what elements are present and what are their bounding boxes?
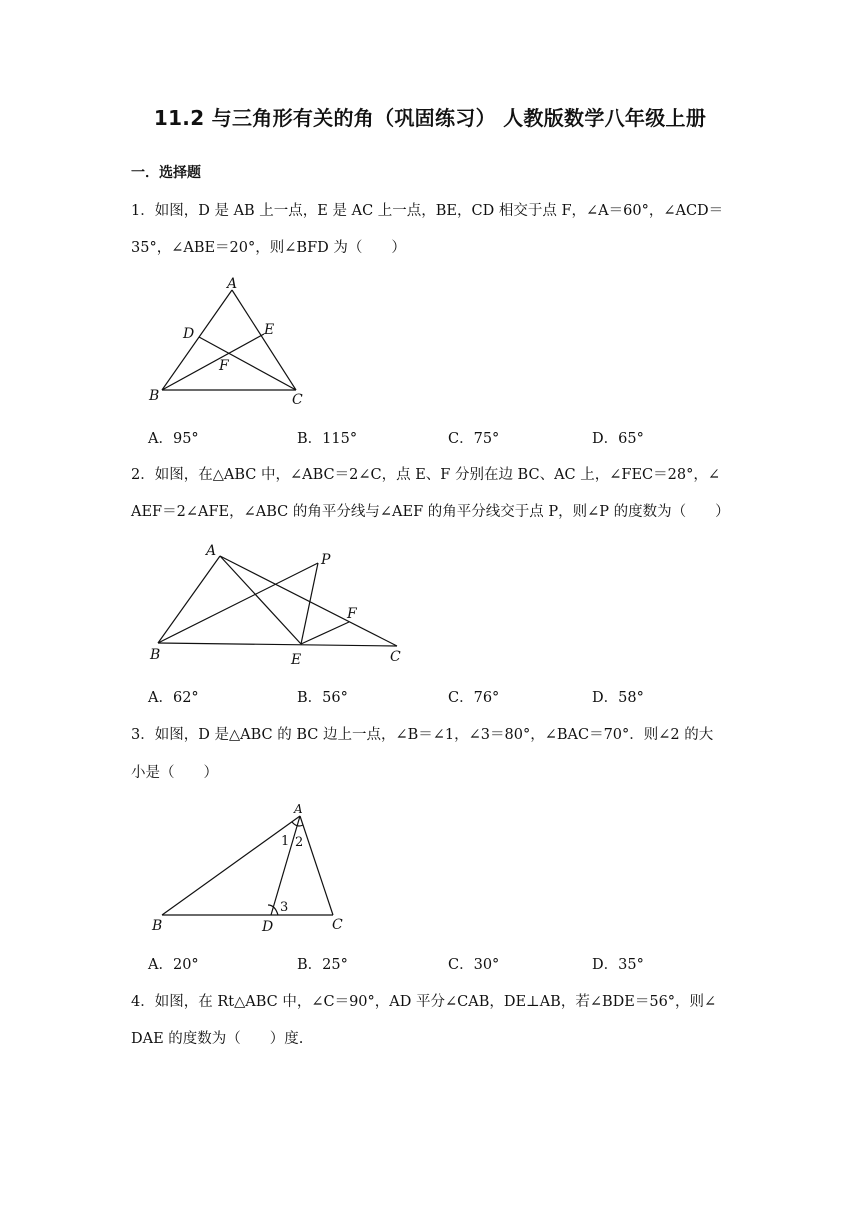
question-2-figure — [140, 536, 420, 671]
q1-option-a[interactable]: A．95° — [148, 431, 199, 447]
segment-AC — [232, 290, 296, 390]
segment-PE — [301, 563, 318, 644]
segment-CD — [199, 337, 296, 390]
question-2-line-1: 2．如图，在△ABC 中，∠ABC＝2∠C，点 E、F 分别在边 BC、AC 上，∠FEC＝28°，∠ — [131, 467, 720, 483]
question-1-line-2: 35°，∠ABE＝20°，则∠BFD 为（ ） — [131, 240, 406, 256]
segment-BC — [158, 643, 397, 646]
question-1-line-1: 1．如图，D 是 AB 上一点，E 是 AC 上一点，BE，CD 相交于点 F，∠A＝60°，∠ACD＝ — [131, 203, 724, 219]
label-angle-1: 1 — [281, 834, 290, 849]
label-E: E — [264, 322, 275, 338]
segment-AB — [162, 290, 232, 390]
q2-option-a[interactable]: A．62° — [148, 690, 199, 706]
segment-BE — [162, 334, 264, 390]
q2-option-b[interactable]: B．56° — [297, 690, 348, 706]
q1-option-c[interactable]: C．75° — [448, 431, 500, 447]
label-B: B — [150, 647, 161, 663]
q2-option-c[interactable]: C．76° — [448, 690, 500, 706]
question-3-line-2: 小是（ ） — [131, 765, 218, 781]
segment-EF — [301, 622, 349, 644]
label-E: E — [291, 652, 302, 668]
label-A: A — [227, 276, 238, 292]
label-A: A — [294, 802, 303, 816]
label-A: A — [206, 543, 217, 559]
question-1-figure — [140, 272, 320, 412]
segment-AC — [220, 556, 397, 646]
question-4-line-1: 4．如图，在 Rt△ABC 中，∠C＝90°，AD 平分∠CAB，DE⊥AB，若∠BDE＝56°，则∠ — [131, 994, 717, 1010]
label-C: C — [332, 917, 343, 933]
q3-option-b[interactable]: B．25° — [297, 957, 348, 973]
segment-AE — [220, 556, 301, 644]
question-2-line-2: AEF＝2∠AFE，∠ABC 的角平分线与∠AEF 的角平分线交于点 P，则∠P 的度数为（ ） — [131, 504, 730, 520]
page-title: 11.2 与三角形有关的角（巩固练习） 人教版数学八年级上册 — [153, 106, 707, 130]
q3-option-d[interactable]: D．35° — [592, 957, 644, 973]
question-3-figure — [140, 800, 370, 940]
q3-option-c[interactable]: C．30° — [448, 957, 500, 973]
q2-option-d[interactable]: D．58° — [592, 690, 644, 706]
question-4-line-2: DAE 的度数为（ ）度. — [131, 1031, 304, 1047]
label-C: C — [292, 392, 303, 408]
label-D: D — [183, 326, 195, 342]
label-C: C — [390, 649, 401, 665]
label-P: P — [321, 552, 331, 568]
label-angle-3: 3 — [280, 900, 289, 915]
label-B: B — [149, 388, 160, 404]
label-F: F — [347, 606, 357, 622]
q1-option-b[interactable]: B．115° — [297, 431, 358, 447]
q3-option-a[interactable]: A．20° — [148, 957, 199, 973]
q1-option-d[interactable]: D．65° — [592, 431, 644, 447]
section-heading: 一．选择题 — [131, 165, 201, 181]
label-angle-2: 2 — [295, 835, 304, 850]
label-B: B — [152, 918, 163, 934]
label-F: F — [219, 358, 229, 374]
label-D: D — [262, 919, 274, 935]
question-3-line-1: 3．如图，D 是△ABC 的 BC 边上一点，∠B＝∠1，∠3＝80°，∠BAC＝70°．则∠2 的大 — [131, 727, 714, 743]
segment-AC — [300, 816, 333, 915]
segment-AB — [158, 556, 220, 643]
